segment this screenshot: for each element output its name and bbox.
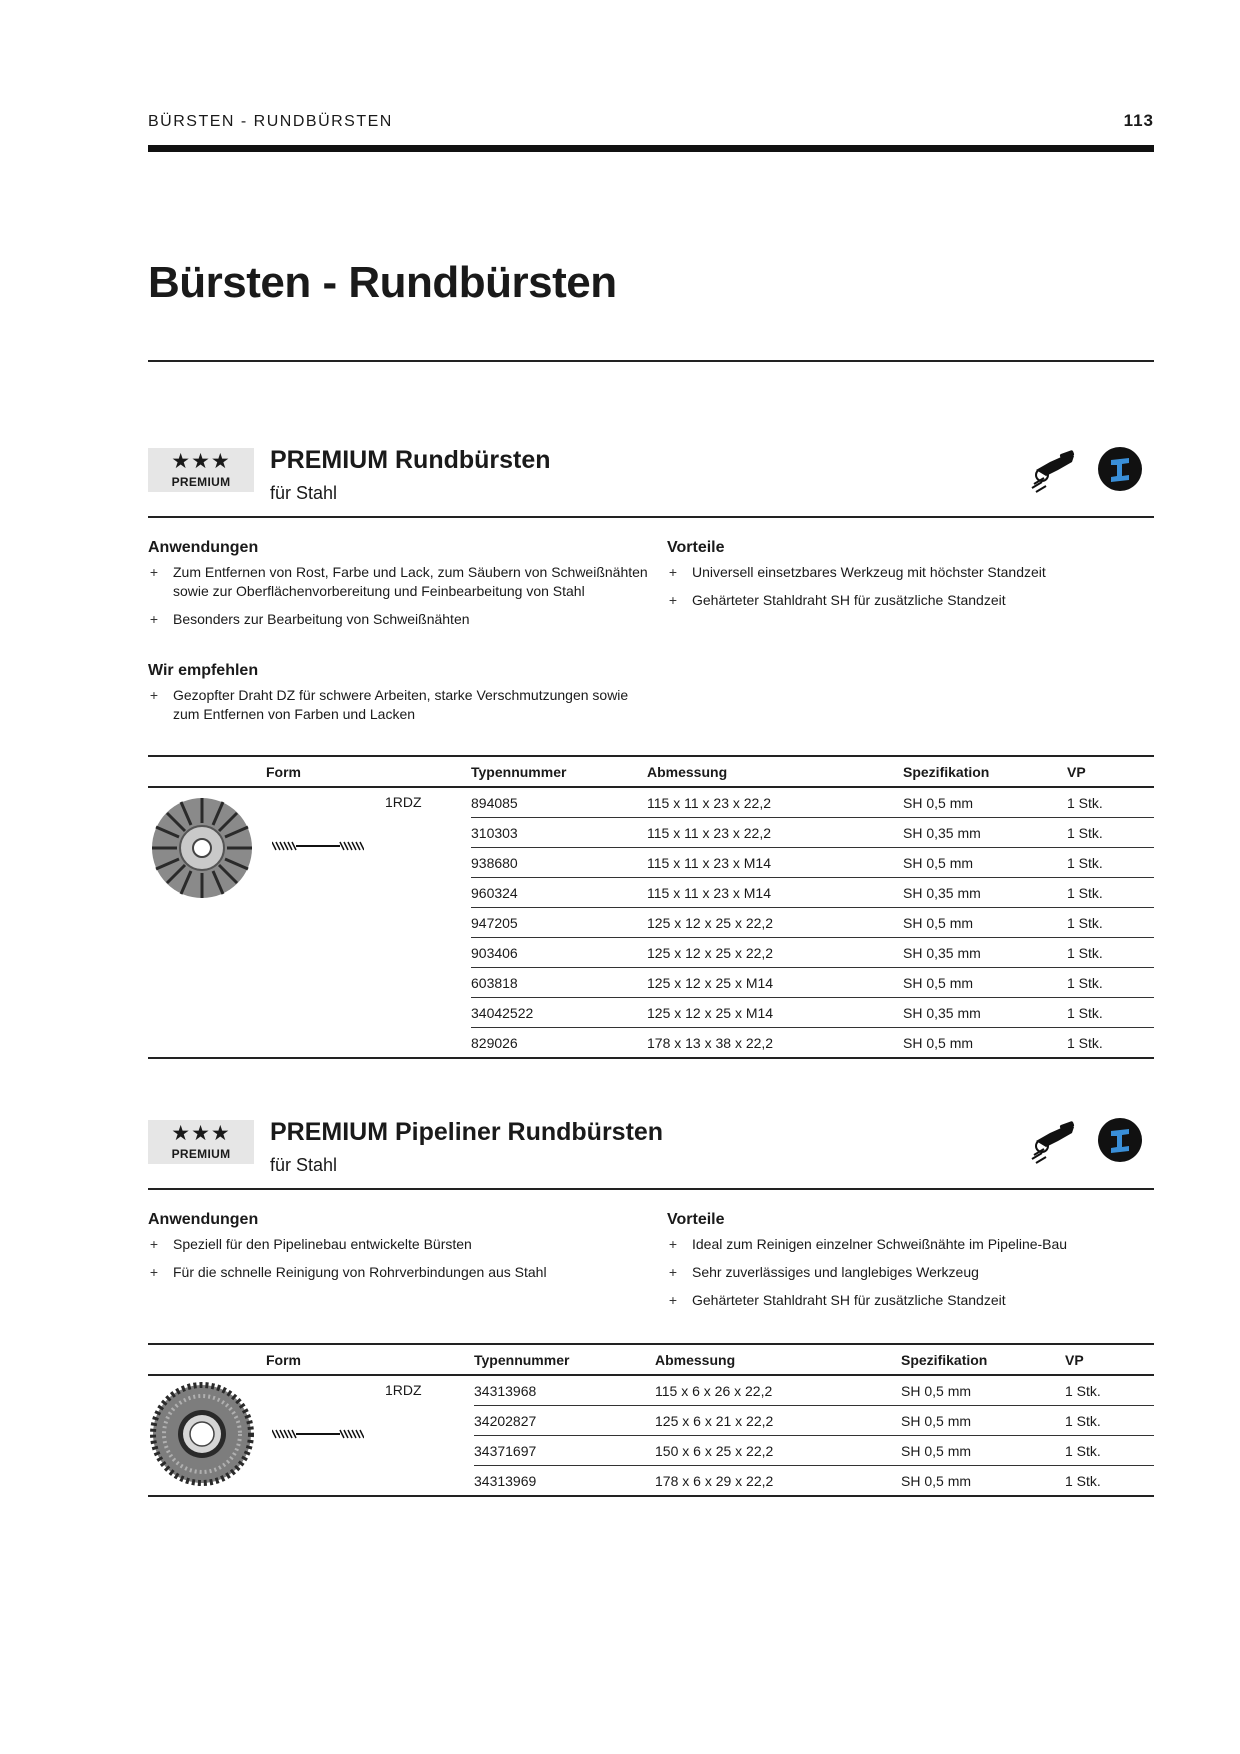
pipeliner-wheel-brush-image [148, 1382, 256, 1486]
recommend-heading: Wir empfehlen [148, 662, 259, 679]
angle-grinder-icon [1030, 448, 1078, 494]
form-code: 1RDZ [385, 794, 422, 810]
list-item: + Für die schnelle Reinigung von Rohrverbindungen aus Stahl [149, 1264, 547, 1280]
list-item: + Universell einsetzbares Werkzeug mit höchster Standzeit [668, 564, 1046, 580]
table-row: 34313969 178 x 6 x 29 x 22,2 SH 0,5 mm 1 Stk. [148, 1466, 1154, 1497]
badge-label: PREMIUM [171, 475, 231, 489]
col-header-dimension: Abmessung [655, 1344, 901, 1375]
pferd-logo-icon [1098, 1118, 1142, 1162]
col-header-type: Typennummer [471, 756, 647, 787]
table-row: 960324 115 x 11 x 23 x M14 SH 0,35 mm 1 Stk. [148, 878, 1154, 908]
table-row: 903406 125 x 12 x 25 x 22,2 SH 0,35 mm 1 Stk. [148, 938, 1154, 968]
list-item: + Gehärteter Stahldraht SH für zusätzliche Standzeit [668, 592, 1006, 608]
col-header-spec: Spezifikation [901, 1344, 1065, 1375]
premium-badge [148, 1120, 254, 1164]
running-header-section: BÜRSTEN - RUNDBÜRSTEN [148, 113, 393, 130]
table-row: 310303 115 x 11 x 23 x 22,2 SH 0,35 mm 1 Stk. [148, 818, 1154, 848]
advantages-heading: Vorteile [667, 539, 725, 556]
product-subtitle: für Stahl [270, 483, 338, 503]
title-rule [148, 360, 1154, 362]
product-title: PREMIUM Rundbürsten [270, 446, 551, 474]
table-header-row [148, 756, 1154, 787]
form-cell [148, 787, 471, 1058]
col-header-vp: VP [1067, 756, 1154, 787]
applications-heading: Anwendungen [148, 539, 259, 556]
brush-profile-icon [272, 840, 364, 852]
table-row: 938680 115 x 11 x 23 x M14 SH 0,5 mm 1 Stk. [148, 848, 1154, 878]
angle-grinder-icon [1030, 1119, 1078, 1165]
list-item: + Gehärteter Stahldraht SH für zusätzliche Standzeit [668, 1292, 1006, 1308]
spec-table [148, 1343, 1154, 1497]
table-row: 34202827 125 x 6 x 21 x 22,2 SH 0,5 mm 1 Stk. [148, 1406, 1154, 1436]
product-title: PREMIUM Pipeliner Rundbürsten [270, 1118, 664, 1146]
table-row: 34042522 125 x 12 x 25 x M14 SH 0,35 mm 1 Stk. [148, 998, 1154, 1028]
list-item: + Sehr zuverlässiges und langlebiges Werkzeug [668, 1264, 979, 1280]
col-header-form: Form [148, 1344, 474, 1375]
col-header-spec: Spezifikation [903, 756, 1067, 787]
advantages-list [667, 1235, 1154, 1319]
table-header-row [148, 1344, 1154, 1375]
applications-list [148, 1235, 648, 1291]
premium-badge [148, 448, 254, 492]
stars-icon: ★★★ [171, 1122, 231, 1145]
col-header-type: Typennummer [474, 1344, 655, 1375]
product-rule [148, 516, 1154, 518]
page-number: 113 [1123, 111, 1154, 130]
advantages-heading: Vorteile [667, 1211, 725, 1228]
applications-list [148, 563, 648, 638]
form-code: 1RDZ [385, 1382, 422, 1398]
table-row: 947205 125 x 12 x 25 x 22,2 SH 0,5 mm 1 Stk. [148, 908, 1154, 938]
list-item: + Besonders zur Bearbeitung von Schweißnähten [149, 611, 470, 627]
stars-icon: ★★★ [171, 450, 231, 473]
table-row: 1RDZ 34313968 115 x 6 x 26 x 22,2 SH 0,5 mm 1 Stk. [148, 1375, 1154, 1406]
list-item: + Zum Entfernen von Rost, Farbe und Lack, zum Säubern von Schweißnähten sowie zur Oberflächenvorbereitung und Feinbearbeitung von Stahl [149, 564, 648, 599]
table-row: 1RDZ 894085 115 x 11 x 23 x 22,2 SH 0,5 mm 1 Stk. [148, 787, 1154, 818]
list-item: + Gezopfter Draht DZ für schwere Arbeiten, starke Verschmutzungen sowie zum Entfernen von Farben und Lacken [149, 687, 629, 722]
brush-profile-icon [272, 1428, 364, 1440]
spec-table [148, 755, 1154, 1059]
badge-label: PREMIUM [171, 1147, 231, 1161]
table-row: 603818 125 x 12 x 25 x M14 SH 0,5 mm 1 Stk. [148, 968, 1154, 998]
pferd-logo-icon [1098, 447, 1142, 491]
list-item: + Ideal zum Reinigen einzelner Schweißnähte im Pipeline-Bau [668, 1236, 1068, 1252]
product-subtitle: für Stahl [270, 1155, 338, 1175]
table-row: 829026 178 x 13 x 38 x 22,2 SH 0,5 mm 1 Stk. [148, 1028, 1154, 1059]
col-header-vp: VP [1065, 1344, 1154, 1375]
advantages-list [667, 563, 1154, 619]
form-cell [148, 1375, 474, 1496]
list-item: + Speziell für den Pipelinebau entwickelte Bürsten [149, 1236, 472, 1252]
col-header-form: Form [148, 756, 471, 787]
applications-heading: Anwendungen [148, 1211, 259, 1228]
recommend-list [148, 686, 648, 733]
product-rule [148, 1188, 1154, 1190]
header-rule [148, 145, 1154, 152]
col-header-dimension: Abmessung [647, 756, 903, 787]
twisted-wire-wheel-brush-image [148, 793, 256, 903]
page-title: Bürsten - Rundbürsten [148, 258, 617, 307]
table-row: 34371697 150 x 6 x 25 x 22,2 SH 0,5 mm 1 Stk. [148, 1436, 1154, 1466]
